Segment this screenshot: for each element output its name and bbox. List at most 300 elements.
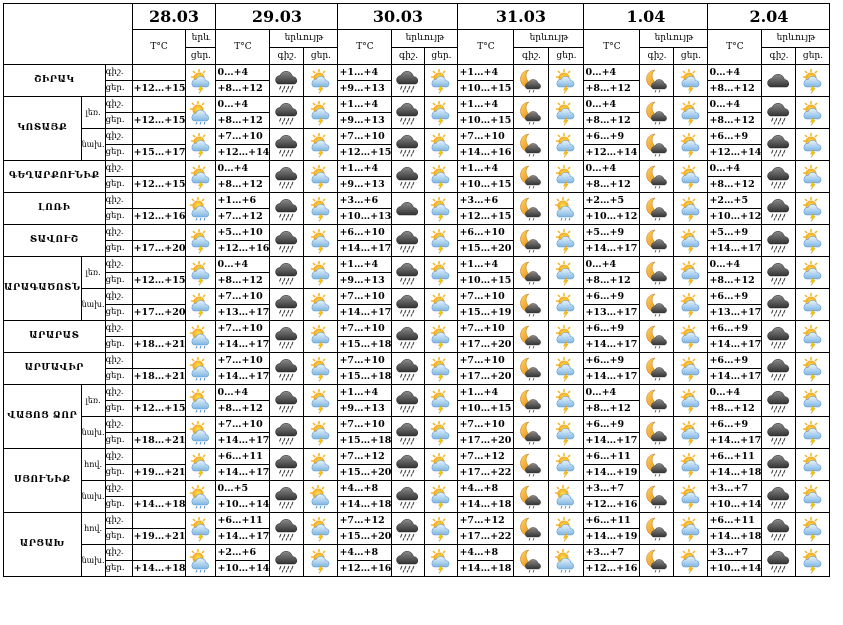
subregion-label: լեռ. — [81, 97, 105, 129]
temp-day-cell: +10…+15 — [458, 81, 514, 97]
corner-cell — [4, 4, 133, 65]
weather-cell — [549, 129, 584, 161]
temp-day-cell: +14…+17 — [584, 369, 640, 385]
temp-day-cell: +14…+18 — [458, 561, 514, 577]
temp-cell — [132, 289, 186, 305]
day-label: ցեր. — [105, 113, 132, 129]
rain-icon — [270, 132, 303, 158]
temp-cell — [132, 225, 186, 241]
weather-cell — [392, 289, 425, 321]
rain-icon — [270, 68, 303, 94]
sun-storm-icon — [304, 324, 337, 350]
rain-icon — [392, 132, 424, 158]
weather-cell — [514, 289, 549, 321]
table-row — [4, 65, 830, 81]
weather-cell — [392, 97, 425, 129]
weather-cell — [425, 161, 458, 193]
temp-day-cell: +14…+17 — [708, 433, 762, 449]
subregion-label: լեռ. — [81, 257, 105, 289]
weather-cell — [304, 289, 338, 321]
forecast-table — [3, 3, 830, 577]
weather-cell — [425, 97, 458, 129]
temp-day-cell: +14…+18 — [458, 497, 514, 513]
weather-cell — [796, 257, 830, 289]
weather-cell — [796, 513, 830, 545]
temp-night-cell: 0…+4 — [708, 65, 762, 81]
temp-day-cell: +13…+17 — [584, 305, 640, 321]
weather-cell — [392, 161, 425, 193]
temp-day-cell: +8…+12 — [584, 81, 640, 97]
weather-cell — [304, 385, 338, 417]
weather-cell — [640, 481, 674, 513]
weather-cell — [674, 481, 708, 513]
weather-cell — [549, 289, 584, 321]
weather-cell — [270, 129, 304, 161]
temp-day-cell: +7…+12 — [216, 209, 270, 225]
moon-icon — [640, 68, 673, 94]
temp-night-cell: +2…+5 — [708, 193, 762, 209]
weather-cell — [392, 129, 425, 161]
temp-day-cell: +8…+12 — [584, 401, 640, 417]
temp-day-cell: +14…+17 — [338, 241, 392, 257]
weather-cell — [270, 225, 304, 257]
night-label: գիշ. — [105, 513, 132, 529]
sun-storm-icon — [796, 516, 829, 542]
temp-cell: +12…+15 — [132, 177, 186, 193]
weather-cell — [514, 417, 549, 449]
temp-cell: +15…+17 — [132, 145, 186, 161]
temp-night-cell: +1…+4 — [338, 65, 392, 81]
day-label: ցեր. — [105, 529, 132, 545]
temp-day-cell: +9…+13 — [338, 113, 392, 129]
region-name: ՏԱՎՈՒՇ — [4, 225, 106, 257]
temp-night-cell: +7…+10 — [338, 417, 392, 433]
weather-cell — [425, 193, 458, 225]
sun-cloud-icon — [186, 420, 215, 446]
sun-storm-icon — [304, 100, 337, 126]
day-label: ցեր. — [105, 177, 132, 193]
rain-icon — [392, 292, 424, 318]
weather-cell — [304, 417, 338, 449]
weather-cell — [640, 545, 674, 577]
rain-icon — [762, 228, 795, 254]
weather-cell — [186, 481, 216, 513]
weather-cell — [304, 481, 338, 513]
weather-cell — [762, 193, 796, 225]
weather-cell — [762, 545, 796, 577]
weather-cell — [304, 257, 338, 289]
temp-cell — [132, 481, 186, 497]
rain-icon — [392, 164, 424, 190]
weather-cell — [304, 65, 338, 97]
temp-day-cell: +17…+20 — [458, 337, 514, 353]
sun-storm-icon — [425, 132, 457, 158]
temp-night-cell: 0…+4 — [584, 385, 640, 401]
temp-cell — [132, 385, 186, 401]
sun-storm-icon — [674, 324, 707, 350]
temp-day-cell: +12…+16 — [338, 561, 392, 577]
temp-cell: +12…+16 — [132, 209, 186, 225]
rain-icon — [270, 452, 303, 478]
date-header: 29.03 — [216, 4, 338, 30]
rain-icon — [762, 164, 795, 190]
sun-storm-icon — [304, 516, 337, 542]
sun-storm-icon — [304, 196, 337, 222]
weather-cell — [270, 481, 304, 513]
weather-cell — [514, 321, 549, 353]
temp-day-cell: +14…+19 — [584, 529, 640, 545]
weather-cell — [796, 161, 830, 193]
rain-icon — [762, 196, 795, 222]
rain-icon — [392, 324, 424, 350]
sun-cloud-icon — [304, 484, 337, 510]
weather-cell — [549, 321, 584, 353]
temp-night-cell: 0…+4 — [216, 257, 270, 273]
night-label: գիշ. — [105, 257, 132, 273]
night-label: գիշ. — [105, 161, 132, 177]
weather-cell — [549, 225, 584, 257]
rain-icon — [270, 548, 303, 574]
sun-storm-icon — [186, 452, 215, 478]
moon-icon — [514, 164, 548, 190]
temp-day-cell: +14…+19 — [584, 465, 640, 481]
temp-night-cell: +7…+10 — [216, 289, 270, 305]
night-label: գիշ. — [105, 385, 132, 401]
rain-icon — [270, 100, 303, 126]
moon-icon — [514, 196, 548, 222]
temp-day-cell: +10…+15 — [458, 273, 514, 289]
weather-cell — [270, 65, 304, 97]
moon-icon — [640, 388, 673, 414]
temp-unit-label: T°C — [150, 41, 168, 52]
cloud-icon — [392, 198, 424, 220]
temp-cell — [132, 321, 186, 337]
day-label: ցեր. — [105, 273, 132, 289]
weather-cell — [186, 161, 216, 193]
sun-storm-icon — [304, 132, 337, 158]
weather-cell — [762, 257, 796, 289]
temp-day-cell: +9…+13 — [338, 81, 392, 97]
sun-storm-icon — [186, 68, 215, 94]
temp-day-cell: +17…+22 — [458, 529, 514, 545]
temp-day-cell: +10…+15 — [458, 113, 514, 129]
day-label: ցեր. — [105, 497, 132, 513]
weather-cell — [304, 353, 338, 385]
day-label: ցեր. — [105, 305, 132, 321]
sun-storm-icon — [549, 260, 583, 286]
weather-cell — [549, 417, 584, 449]
temp-night-cell: +6…+9 — [708, 129, 762, 145]
weather-cell — [762, 353, 796, 385]
temp-day-cell: +10…+14 — [216, 497, 270, 513]
weather-cell — [392, 385, 425, 417]
rain-icon — [270, 388, 303, 414]
rain-icon — [270, 516, 303, 542]
temp-night-cell: +6…+9 — [584, 321, 640, 337]
temp-night-cell: +3…+7 — [584, 481, 640, 497]
temp-day-cell: +15…+18 — [338, 337, 392, 353]
temp-day-cell: +10…+12 — [584, 209, 640, 225]
temp-unit-label: T°C — [603, 41, 621, 52]
weather-cell — [762, 385, 796, 417]
sun-storm-icon — [425, 68, 457, 94]
weather-cell — [270, 417, 304, 449]
weather-cell — [640, 161, 674, 193]
sun-storm-icon — [425, 292, 457, 318]
rain-icon — [392, 356, 424, 382]
temp-night-cell: +6…+11 — [216, 513, 270, 529]
date-header: 30.03 — [338, 4, 458, 30]
sun-storm-icon — [549, 356, 583, 382]
temp-night-cell: +2…+6 — [216, 545, 270, 561]
weather-cell — [186, 225, 216, 257]
table-row — [4, 193, 830, 209]
weather-cell — [186, 449, 216, 481]
temp-unit-label: T°C — [234, 41, 252, 52]
sun-storm-icon — [796, 420, 829, 446]
temp-day-cell: +12…+15 — [338, 145, 392, 161]
temp-day-cell: +14…+18 — [708, 465, 762, 481]
temp-day-cell: +8…+12 — [216, 81, 270, 97]
sun-storm-icon — [186, 292, 215, 318]
temp-night-cell: +6…+11 — [584, 513, 640, 529]
moon-icon — [640, 548, 673, 574]
rain-icon — [270, 324, 303, 350]
night-label: գիշ. — [105, 65, 132, 81]
temp-night-cell: +6…+9 — [584, 417, 640, 433]
weather-cell — [186, 545, 216, 577]
sun-storm-icon — [304, 68, 337, 94]
temp-day-cell: +14…+17 — [708, 369, 762, 385]
temp-day-cell: +14…+18 — [708, 529, 762, 545]
weather-cell — [514, 129, 549, 161]
temp-night-cell: +5…+10 — [216, 225, 270, 241]
sun-storm-icon — [796, 548, 829, 574]
date-header: 2.04 — [708, 4, 830, 30]
temp-night-cell: +7…+10 — [216, 321, 270, 337]
rain-icon — [392, 548, 424, 574]
temp-header — [584, 30, 640, 65]
table-row — [4, 225, 830, 241]
weather-cell — [640, 225, 674, 257]
weather-cell — [796, 321, 830, 353]
moon-icon — [514, 324, 548, 350]
temp-night-cell: 0…+4 — [584, 257, 640, 273]
temp-day-cell: +8…+12 — [584, 273, 640, 289]
cloud-icon — [762, 70, 795, 92]
temp-cell — [132, 513, 186, 529]
temp-night-cell: +1…+4 — [338, 97, 392, 113]
weather-cell — [270, 97, 304, 129]
temp-unit-label: T°C — [356, 41, 374, 52]
sun-cloud-icon — [186, 196, 215, 222]
weather-cell — [796, 65, 830, 97]
region-name: ԱՐՑԱԽ — [4, 513, 82, 577]
sun-storm-icon — [425, 356, 457, 382]
temp-day-cell: +17…+20 — [458, 369, 514, 385]
temp-day-cell: +14…+17 — [708, 337, 762, 353]
sun-cloud-icon — [186, 356, 215, 382]
weather-cell — [796, 449, 830, 481]
subregion-label: լեռ. — [81, 385, 105, 417]
temp-night-cell: +1…+4 — [458, 385, 514, 401]
weather-cell — [425, 449, 458, 481]
sun-storm-icon — [796, 196, 829, 222]
sun-storm-icon — [425, 452, 457, 478]
temp-day-cell: +15…+19 — [458, 305, 514, 321]
sun-storm-icon — [304, 420, 337, 446]
weather-cell — [425, 225, 458, 257]
weather-header: երևույթ — [270, 30, 338, 48]
temp-day-cell: +9…+13 — [338, 273, 392, 289]
moon-icon — [514, 548, 548, 574]
weather-cell — [674, 193, 708, 225]
moon-icon — [514, 100, 548, 126]
weather-cell — [674, 129, 708, 161]
weather-cell — [186, 513, 216, 545]
sun-storm-icon — [674, 228, 707, 254]
temp-night-cell: 0…+4 — [216, 385, 270, 401]
date-header: 28.03 — [132, 4, 216, 30]
sun-storm-icon — [425, 484, 457, 510]
weather-cell — [762, 97, 796, 129]
weather-cell — [270, 161, 304, 193]
temp-day-cell: +8…+12 — [708, 401, 762, 417]
moon-icon — [640, 292, 673, 318]
temp-day-cell: +12…+15 — [458, 209, 514, 225]
rain-icon — [762, 132, 795, 158]
temp-day-cell: +14…+18 — [338, 497, 392, 513]
weather-cell — [549, 257, 584, 289]
sun-storm-icon — [425, 100, 457, 126]
weather-cell — [640, 97, 674, 129]
region-name: ԱՐԱԳԱԾՈՏՆ — [4, 257, 82, 321]
weather-cell — [270, 353, 304, 385]
weather-cell — [392, 65, 425, 97]
day-label: ցեր. — [304, 48, 338, 65]
temp-day-cell: +10…+13 — [338, 209, 392, 225]
weather-cell — [304, 129, 338, 161]
temp-day-cell: +17…+22 — [458, 465, 514, 481]
weather-cell — [392, 449, 425, 481]
temp-cell — [132, 97, 186, 113]
weather-header: երևույթ — [640, 30, 708, 48]
temp-night-cell: +3…+7 — [584, 545, 640, 561]
temp-cell: +12…+15 — [132, 113, 186, 129]
sun-storm-icon — [796, 68, 829, 94]
sun-storm-icon — [549, 516, 583, 542]
moon-icon — [640, 356, 673, 382]
sun-storm-icon — [186, 228, 215, 254]
temp-cell: +17…+20 — [132, 305, 186, 321]
temp-night-cell: +5…+9 — [708, 225, 762, 241]
temp-day-cell: +9…+13 — [338, 401, 392, 417]
weather-cell — [514, 481, 549, 513]
temp-night-cell: +7…+12 — [458, 449, 514, 465]
moon-icon — [514, 228, 548, 254]
weather-cell — [304, 545, 338, 577]
temp-night-cell: +3…+7 — [708, 481, 762, 497]
moon-icon — [514, 388, 548, 414]
subregion-label: նախ. — [81, 545, 105, 577]
temp-night-cell: +6…+9 — [584, 353, 640, 369]
weather-cell — [549, 545, 584, 577]
sun-storm-icon — [304, 292, 337, 318]
rain-icon — [392, 228, 424, 254]
sun-storm-icon — [674, 260, 707, 286]
temp-night-cell: +6…+9 — [708, 289, 762, 305]
weather-cell — [514, 97, 549, 129]
temp-night-cell: 0…+4 — [708, 385, 762, 401]
temp-night-cell: +7…+10 — [458, 353, 514, 369]
night-label: գիշ. — [105, 449, 132, 465]
rain-icon — [392, 68, 424, 94]
temp-cell: +14…+18 — [132, 497, 186, 513]
temp-day-cell: +10…+15 — [458, 177, 514, 193]
temp-day-cell: +9…+13 — [338, 177, 392, 193]
weather-cell — [796, 385, 830, 417]
sun-cloud-icon — [186, 100, 215, 126]
temp-day-cell: +14…+17 — [216, 465, 270, 481]
weather-cell — [425, 321, 458, 353]
rain-icon — [762, 420, 795, 446]
region-name: ԱՐՄԱՎԻՐ — [4, 353, 106, 385]
temp-night-cell: +7…+12 — [338, 449, 392, 465]
sun-storm-icon — [425, 516, 457, 542]
sun-storm-icon — [674, 196, 707, 222]
sun-storm-icon — [796, 484, 829, 510]
rain-icon — [392, 100, 424, 126]
temp-night-cell: +7…+10 — [216, 353, 270, 369]
moon-icon — [640, 452, 673, 478]
weather-cell — [640, 129, 674, 161]
weather-cell — [762, 321, 796, 353]
temp-day-cell: +8…+12 — [216, 401, 270, 417]
temp-night-cell: 0…+4 — [584, 161, 640, 177]
weather-cell — [304, 97, 338, 129]
sun-storm-icon — [186, 164, 215, 190]
day-label: ցեր. — [105, 81, 132, 97]
weather-cell — [796, 417, 830, 449]
weather-cell — [304, 161, 338, 193]
weather-cell — [674, 289, 708, 321]
weather-cell — [549, 449, 584, 481]
sun-storm-icon — [186, 260, 215, 286]
day-label: ցեր. — [105, 337, 132, 353]
sun-storm-icon — [549, 164, 583, 190]
temp-night-cell: +6…+11 — [216, 449, 270, 465]
weather-cell — [186, 417, 216, 449]
temp-day-cell: +12…+16 — [216, 241, 270, 257]
temp-night-cell: +7…+10 — [458, 321, 514, 337]
temp-night-cell: 0…+4 — [584, 97, 640, 113]
rain-icon — [392, 388, 424, 414]
sun-storm-icon — [304, 452, 337, 478]
sun-storm-icon — [549, 132, 583, 158]
night-label: գիշ. — [105, 321, 132, 337]
weather-cell — [796, 193, 830, 225]
day-label: ցեր. — [796, 48, 830, 65]
weather-cell — [425, 385, 458, 417]
region-name: ԱՐԱՐԱՏ — [4, 321, 106, 353]
night-label: գիշ. — [514, 48, 549, 65]
rain-icon — [762, 388, 795, 414]
region-name: ԿՈՏԱՅՔ — [4, 97, 82, 161]
temp-day-cell: +12…+16 — [584, 561, 640, 577]
weather-cell — [640, 353, 674, 385]
sun-storm-icon — [674, 132, 707, 158]
night-label: գիշ. — [105, 481, 132, 497]
